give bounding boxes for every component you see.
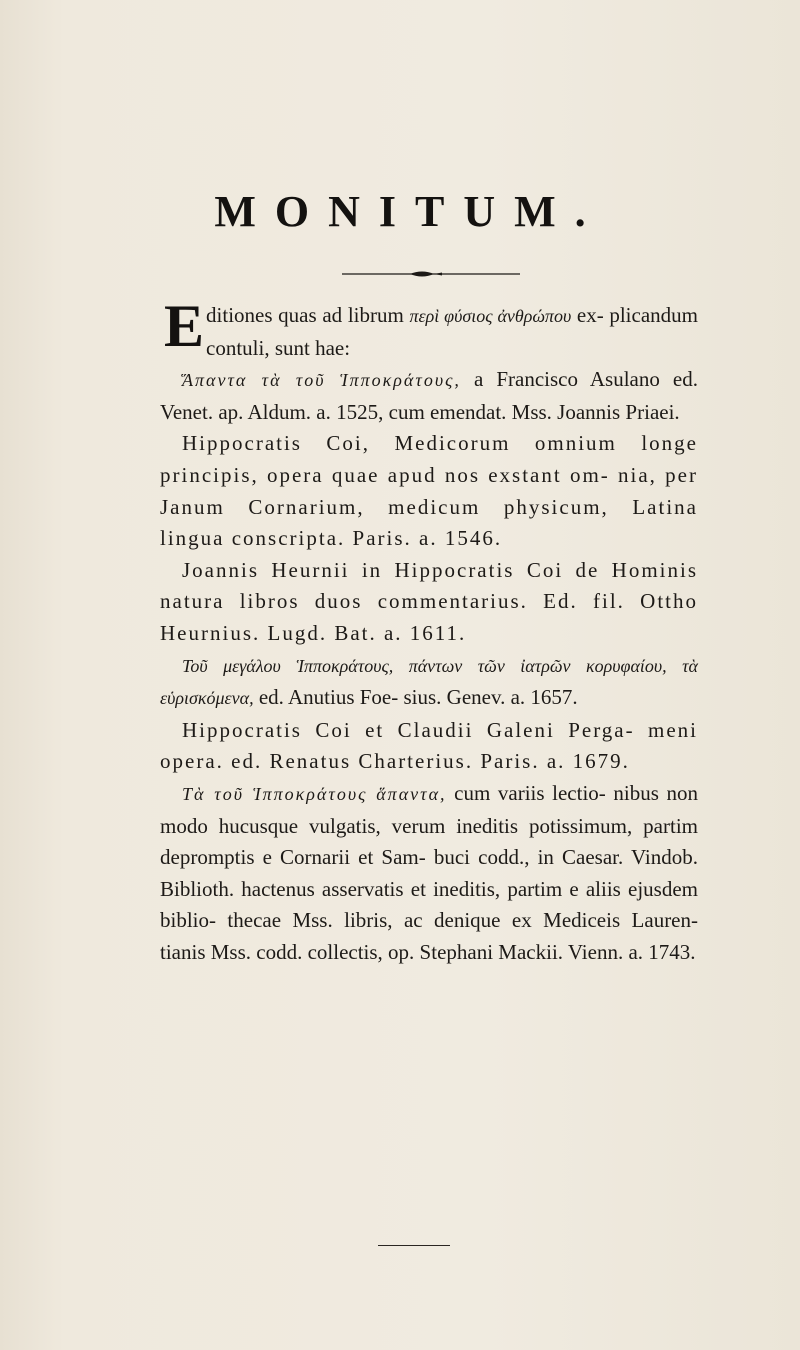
intro-text-b: ex- plicandum contuli, sunt hae: [206, 303, 698, 360]
intro-text-a: ditiones quas ad librum [206, 303, 410, 327]
body-text [160, 293, 698, 968]
entry-6-greek: Τὰ τοῦ Ἱπποκράτους ἅπαντα, [182, 783, 447, 804]
entry-1-text: a Francisco Asulano ed. Venet. ap. Aldum. a. 1525, cum emendat. Mss. Joannis Priaei. [160, 367, 698, 424]
intro-paragraph [160, 293, 698, 364]
edition-entry-3 [160, 555, 698, 650]
edition-entry-1 [160, 364, 698, 428]
closing-rule [378, 1245, 450, 1246]
entry-4-greek: Τοῦ μεγάλου Ἱπποκράτους, πάντων τῶν ἰατρῶν κορυφαίου, τὰ εὑρισκόμενα, [160, 655, 698, 709]
entry-5-text: Hippocratis Coi et Claudii Galeni Perga- meni opera. ed. Renatus Charterius. Paris. a. 1679. [160, 717, 698, 774]
entry-4-text: ed. Anutius Foe- sius. Genev. a. 1657. [253, 685, 578, 710]
intro-greek-title: περὶ φύσιος ἀνθρώπου [409, 306, 572, 326]
entry-6-text: cum variis lectio- nibus non modo hucusque vulgatis, verum ineditis potissimum, partim depromptis e Cornarii et Sam- buci codd., in Caesar. Vindob. Biblioth. hactenus asservatis et ineditis, partim e aliis ejusdem biblio- thecae Mss. libris, ac denique ex Mediceis Lauren- tianis Mss. codd. collectis, op. Stephani Mackii. Vienn. a. 1743. [160, 780, 698, 964]
title-ornament-rule [342, 269, 520, 279]
entry-1-greek: Ἅπαντα τὰ τοῦ Ἱπποκράτους, [182, 370, 461, 391]
page-title: MONITUM. [214, 187, 605, 236]
edition-entry-5 [160, 715, 698, 778]
entry-3-text: Joannis Heurnii in Hippocratis Coi de Hominis natura libros duos commentarius. Ed. fil. Ottho Heurnius. Lugd. Bat. a. 1611. [160, 557, 698, 645]
entry-2-text: Hippocratis Coi, Medicorum omnium longe principis, opera quae apud nos exstant om- nia, per Janum Cornarium, medicum physicum, Latina lingua conscripta. Paris. a. 1546. [160, 431, 698, 551]
edition-entry-2 [160, 428, 698, 554]
drop-cap: E [164, 293, 205, 359]
edition-entry-6 [160, 778, 698, 969]
edition-entry-4 [160, 650, 698, 715]
